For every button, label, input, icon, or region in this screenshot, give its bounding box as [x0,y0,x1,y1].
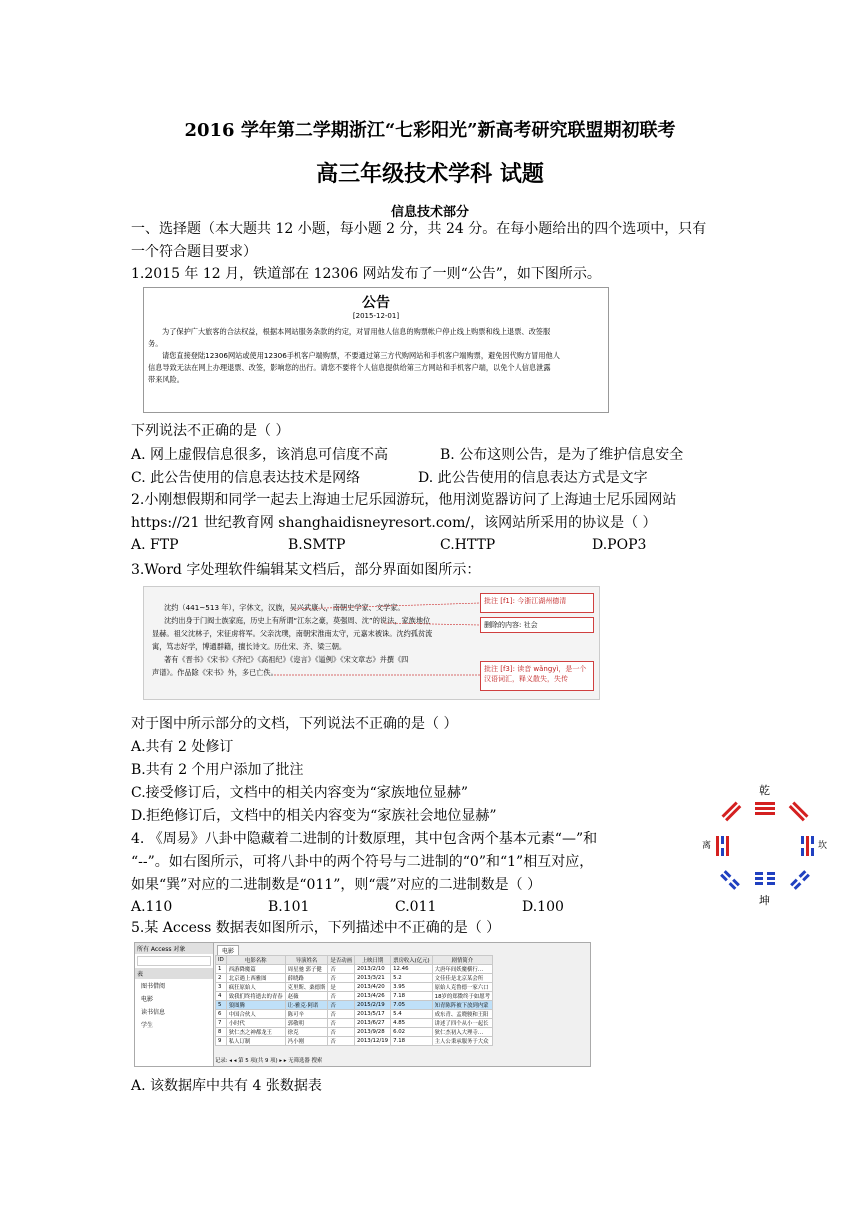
word-screenshot [143,586,600,700]
table-cell: 让-雅克·阿诺 [285,1001,328,1010]
record-navigator: 记录: ◂ ◂ 第 5 项(共 9 项) ▸ ▸ 无筛选器 搜索 [215,1058,323,1064]
table-cell: 狄仁杰之神都龙王 [226,1028,285,1037]
q2-option-d: D.POP3 [592,537,647,553]
q3-question: 对于图中所示部分的文档，下列说法不正确的是（ ） [131,716,458,732]
bagua-diagram [700,780,830,910]
table-cell: 2013/2/10 [355,965,391,974]
table-cell: 否 [328,965,355,974]
q1-question: 下列说法不正确的是（ ） [131,423,290,439]
nav-item-table: 学生 [141,1022,154,1029]
table-cell: 2013/9/28 [355,1028,391,1037]
table-cell: 否 [328,1037,355,1046]
q4-option-c: C.011 [395,899,437,915]
notice-title: 公告 [362,295,390,311]
comment-text: 批注 [f3]: 读音 wǎngyì，是一个汉语词汇，释义散失，失传 [484,665,587,683]
table-cell: 文佳佳是北京某会所 [432,974,492,983]
section-title: 信息技术部分 [390,205,469,220]
table-cell: 5 [216,1001,227,1010]
table-cell: 7.05 [391,1001,433,1010]
q1-option-d: D. 此公告使用的信息表达方式是文字 [418,470,648,486]
table-row [216,965,493,974]
table-cell: 狼图腾 [226,1001,285,1010]
q4-stem: 4. 《周易》八卦中隐藏着二进制的计数原理，其中包含两个基本元素“—”和 [131,831,598,847]
table-cell: 讲述了四个从小一起长 [432,1019,492,1028]
q2-option-c: C.HTTP [440,537,496,553]
table-cell: 2013/6/27 [355,1019,391,1028]
table-cell: 主人公秉承服务于大众 [432,1037,492,1046]
notice-line: 请您直接登陆12306网站或使用12306手机客户端购票，不要通过第三方代购网站和手机客户端购票，避免因代购方冒用他人 [162,351,560,360]
table-cell: 4 [216,992,227,1001]
column-header: 是否动画 [328,956,355,965]
q3-option-d: D.拒绝修订后，文档中的相关内容变为“家族社会地位显赫” [131,808,497,824]
table-cell: 否 [328,1010,355,1019]
word-line: 寓，笃志好学，博通群籍，擅长诗文。历仕宋、齐、梁三朝。 [152,642,347,651]
table-cell: 否 [328,974,355,983]
revision-connector-lines [144,587,599,699]
q3-option-b: B.共有 2 个用户添加了批注 [131,762,304,778]
q1-stem: 1.2015 年 12 月，铁道部在 12306 网站发布了一则“公告”，如下图所示。 [131,266,601,282]
q3-stem: 3.Word 字处理软件编辑某文档后，部分界面如图所示： [131,562,481,578]
table-cell: 原始人克鲁德一家六口 [432,983,492,992]
column-header: 票房收入(亿元) [391,956,433,965]
table-row [216,1019,493,1028]
table-cell: 6.02 [391,1028,433,1037]
table-cell: 2 [216,974,227,983]
table-cell: 大唐年间妖魔横行… [432,965,492,974]
table-cell: 2013/12/19 [355,1037,391,1046]
table-row [216,983,493,992]
notice-line: 带来风险。 [148,375,184,384]
table-row [216,1010,493,1019]
table-cell: 私人订制 [226,1037,285,1046]
table-cell: 2015/2/19 [355,1001,391,1010]
navigation-pane [135,943,214,1066]
table-cell: 否 [328,1028,355,1037]
column-header: 电影名称 [226,956,285,965]
bagua-label-bottom: 坤 [759,894,770,907]
table-row [216,1037,493,1046]
notice-line: 为了保护广大旅客的合法权益，根据本网站服务条款的约定，对冒用他人信息的购票帐户停止线上购票和线上退票、改签服 [162,327,551,336]
table-row [216,992,493,1001]
table-cell: 12.46 [391,965,433,974]
table-cell: 薛晓路 [285,974,328,983]
table-cell: 3.95 [391,983,433,992]
section-instruction-1: 一、选择题（本大题共 12 小题，每小题 2 分，共 24 分。在每小题给出的四个选项中，只有 [131,221,707,237]
exam-title: 2016 学年第二学期浙江“七彩阳光”新高考研究联盟期初联考 [184,120,676,141]
q4-option-b: B.101 [268,899,310,915]
table-cell: 徐克 [285,1028,328,1037]
table-cell: 郭敬明 [285,1019,328,1028]
table-cell: 赵薇 [285,992,328,1001]
q4-stem-2: “--”。如右图所示，可将八卦中的两个符号与二进制的“0”和“1”相互对应， [131,854,594,870]
table-cell: 冯小刚 [285,1037,328,1046]
table-cell: 7.18 [391,992,433,1001]
q2-stem-2: https://21 世纪教育网 shanghaidisneyresort.com/，该网站所采用的协议是（ ） [131,515,657,531]
table-cell: 致我们终将逝去的青春 [226,992,285,1001]
q4-stem-3: 如果“巽”对应的二进制数是“011”，则“震”对应的二进制数是（ ） [131,877,542,893]
table-cell: 是 [328,983,355,992]
q2-option-a: A. FTP [131,537,179,553]
q3-option-a: A.共有 2 处修订 [131,739,234,755]
section-instruction-2: 一个符合题目要求） [131,244,257,260]
q1-option-c: C. 此公告使用的信息表达技术是网络 [131,470,361,486]
notice-line: 信息导致无法在网上办理退票、改签，影响您的出行。请您不要将个人信息提供给第三方网站和手机客户端，以免个人信息泄露 [148,363,551,372]
access-screenshot [134,942,591,1067]
table-cell: 狄仁杰初入大理寺… [432,1028,492,1037]
nav-item-table: 电影 [141,996,154,1003]
table-cell: 2013/4/20 [355,983,391,992]
table-cell: 陈可辛 [285,1010,328,1019]
table-cell: 9 [216,1037,227,1046]
column-header: 剧情简介 [432,956,492,965]
table-cell: 5.2 [391,974,433,983]
notice-image [143,287,609,413]
table-cell: 知青陈阵被下放到内蒙 [432,1001,492,1010]
table-cell: 克里斯、桑德斯 [285,983,328,992]
table-cell: 1 [216,965,227,974]
nav-item-table: 读书信息 [141,1009,166,1016]
column-header: 导演姓名 [285,956,328,965]
table-cell: 6 [216,1010,227,1019]
q1-option-b: B. 公布这则公告，是为了维护信息安全 [440,447,684,463]
table-cell: 疯狂原始人 [226,983,285,992]
q5-option-a: A. 该数据库中共有 4 张数据表 [131,1078,322,1094]
table-cell: 7.18 [391,1037,433,1046]
bagua-label-right: 坎 [818,841,828,851]
table-cell: 2013/5/17 [355,1010,391,1019]
table-cell: 2013/3/21 [355,974,391,983]
bagua-trigrams-icon [700,780,830,910]
q2-stem: 2.小刚想假期和同学一起去上海迪士尼乐园游玩，他用浏览器访问了上海迪士尼乐园网站 [131,492,677,508]
nav-section: 表 [135,968,213,979]
table-cell: 北京遇上西雅图 [226,974,285,983]
nav-item-table: 图书借阅 [141,983,166,990]
word-line: 著有《晋书》《宋书》《齐纪》《高祖纪》《迩言》《谥例》《宋文章志》并撰《四 [164,655,409,664]
q5-stem: 5.某 Access 数据表如图所示，下列描述中不正确的是（ ） [131,920,501,936]
q4-option-a: A.110 [131,899,173,915]
bagua-label-left: 离 [702,841,712,851]
comment-text: 批注 [f1]: 今浙江湖州德清 [484,597,567,605]
table-cell: 4.85 [391,1019,433,1028]
table-cell: 否 [328,1001,355,1010]
table-cell: 小时代 [226,1019,285,1028]
column-header: ID [216,956,227,965]
table-cell: 成东青、孟晓骏和王阳 [432,1010,492,1019]
word-line: 沈约（441~513 年），字休文，汉族，吴兴武康人，南朝史学家、文学家。 [164,603,405,612]
q4-option-d: D.100 [522,899,564,915]
word-line: 声谱》。作品除《宋书》外，多已亡佚。 [152,668,278,677]
column-header: 上映日期 [355,956,391,965]
q3-option-c: C.接受修订后，文档中的相关内容变为“家族地位显赫” [131,785,468,801]
table-tab: 电影 [217,945,239,956]
nav-title: 所有 Access 对象 [135,943,213,954]
word-line: 显赫。祖父沈林子，宋征虏将军。父亲沈璞，南朝宋淮南太守，元嘉末被诛。沈约孤贫流 [152,629,433,638]
table-cell: 5.4 [391,1010,433,1019]
table-cell: 西游降魔篇 [226,965,285,974]
word-line: 沈约出身于门阀士族家庭，历史上有所谓“江东之豪，莫强周、沈”的说法，家族地位 [164,616,431,625]
table-cell: 7 [216,1019,227,1028]
table-cell: 3 [216,983,227,992]
table-cell: 8 [216,1028,227,1037]
notice-date: [2015-12-01] [352,312,400,320]
table-cell: 周星驰 郭子健 [285,965,328,974]
datasheet-table [215,955,493,1046]
deletion-text: 删除的内容: 社会 [484,621,538,629]
table-row [216,1028,493,1037]
table-row [216,1001,493,1010]
q1-option-a: A. 网上虚假信息很多，该消息可信度不高 [131,447,389,463]
nav-search-box [137,956,211,966]
table-cell: 中国合伙人 [226,1010,285,1019]
notice-line: 务。 [148,339,163,348]
table-cell: 否 [328,1019,355,1028]
bagua-label-top: 乾 [759,784,770,797]
exam-subtitle: 高三年级技术学科 试题 [316,161,544,187]
table-cell: 2013/4/26 [355,992,391,1001]
table-cell: 18岁的郑微终于如愿考 [432,992,492,1001]
table-cell: 否 [328,992,355,1001]
table-row [216,974,493,983]
q2-option-b: B.SMTP [288,537,346,553]
